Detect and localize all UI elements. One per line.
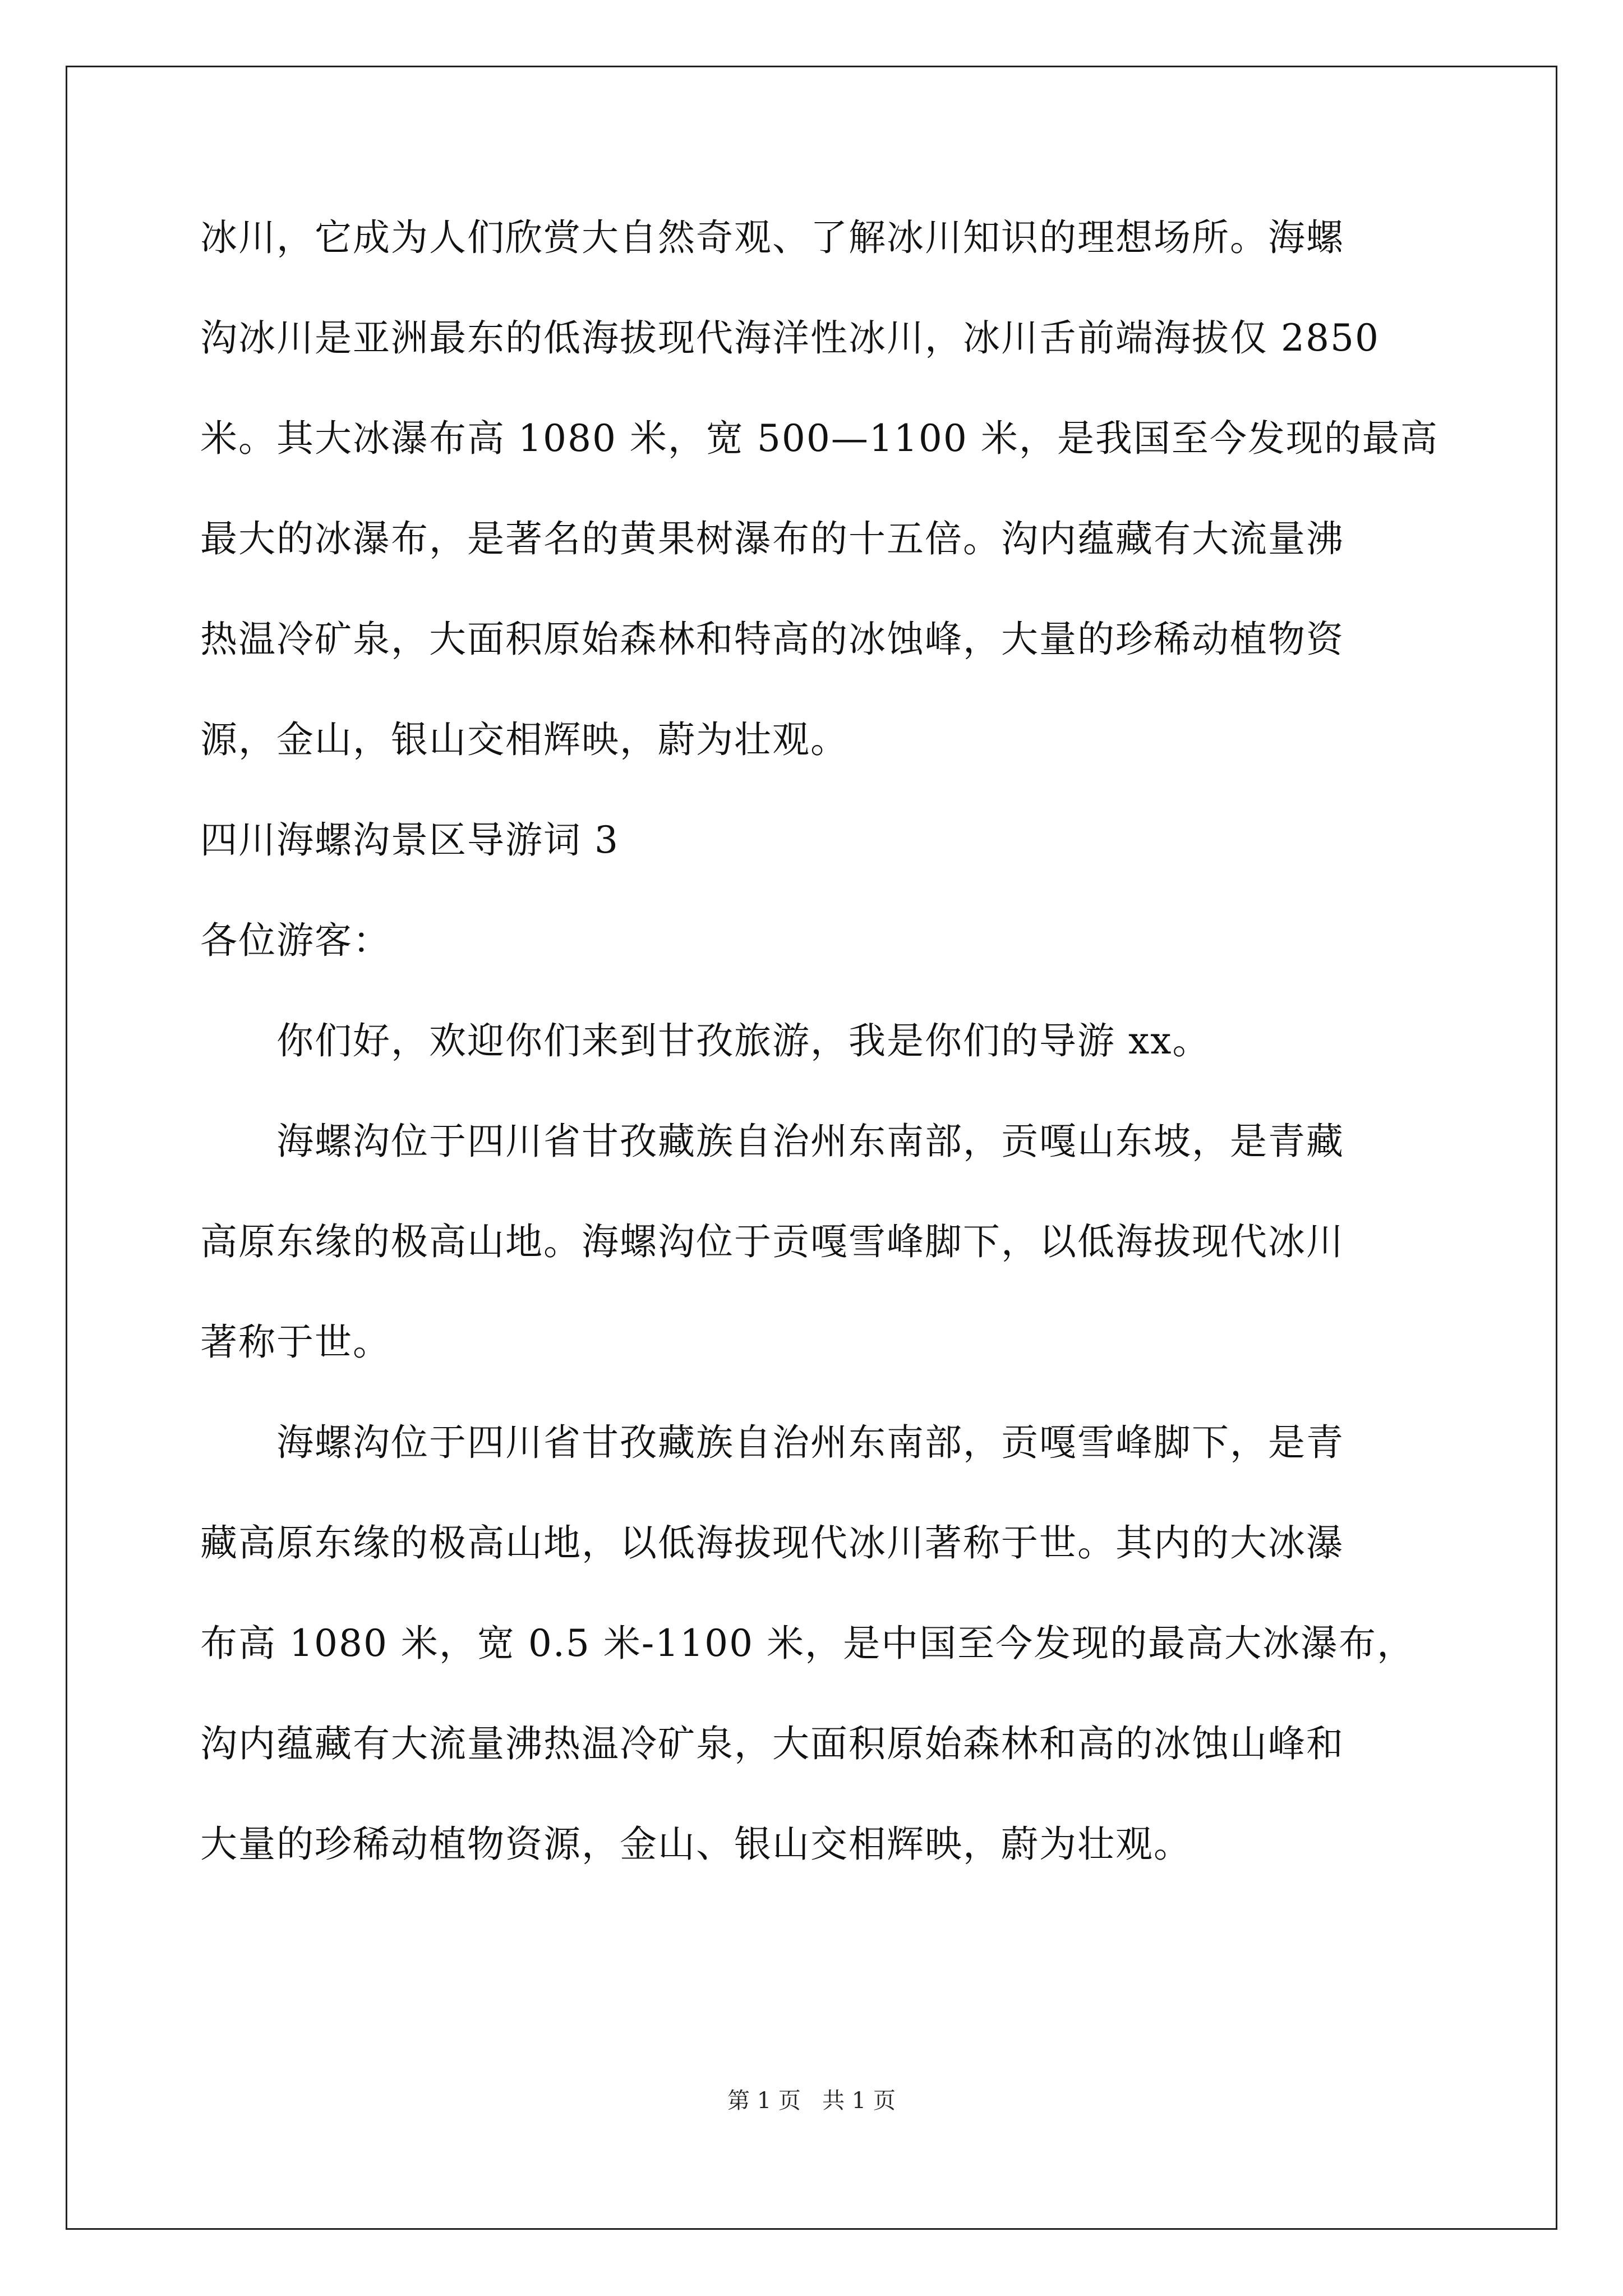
section-heading: 四川海螺沟景区导游词 3 [200, 818, 619, 862]
text-line: 热温冷矿泉，大面积原始森林和特高的冰蚀峰，大量的珍稀动植物资 [200, 618, 1344, 661]
text-line: 高原东缘的极高山地。海螺沟位于贡嘎雪峰脚下，以低海拔现代冰川 [200, 1220, 1344, 1263]
text-line: 冰川，它成为人们欣赏大自然奇观、了解冰川知识的理想场所。海螺 [200, 216, 1344, 259]
page-footer: 第 1 页 共 1 页 [727, 2088, 896, 2114]
text-line: 沟冰川是亚洲最东的低海拔现代海洋性冰川，冰川舌前端海拔仅 2850 [200, 316, 1380, 360]
text-line: 藏高原东缘的极高山地，以低海拔现代冰川著称于世。其内的大冰瀑 [200, 1521, 1344, 1565]
document-body [200, 208, 1438, 1875]
text-line: 大量的珍稀动植物资源，金山、银山交相辉映，蔚为壮观。 [200, 1823, 1192, 1866]
paragraph-start: 海螺沟位于四川省甘孜藏族自治州东南部，贡嘎山东坡，是青藏 [276, 1120, 1344, 1163]
text-line: 著称于世。 [200, 1320, 391, 1364]
text-line: 源，金山，银山交相辉映，蔚为壮观。 [200, 718, 849, 761]
salutation: 各位游客： [200, 919, 391, 962]
text-line: 布高 1080 米，宽 0.5 米-1100 米，是中国至今发现的最高大冰瀑布， [200, 1622, 1415, 1665]
text-line: 最大的冰瀑布，是著名的黄果树瀑布的十五倍。沟内蕴藏有大流量沸 [200, 517, 1344, 560]
text-line: 米。其大冰瀑布高 1080 米，宽 500—1100 米，是我国至今发现的最高 [200, 417, 1438, 460]
paragraph-start: 海螺沟位于四川省甘孜藏族自治州东南部，贡嘎雪峰脚下，是青 [276, 1421, 1344, 1464]
text-line: 沟内蕴藏有大流量沸热温冷矿泉，大面积原始森林和高的冰蚀山峰和 [200, 1722, 1344, 1765]
paragraph-start: 你们好，欢迎你们来到甘孜旅游，我是你们的导游 xx。 [276, 1019, 1211, 1062]
